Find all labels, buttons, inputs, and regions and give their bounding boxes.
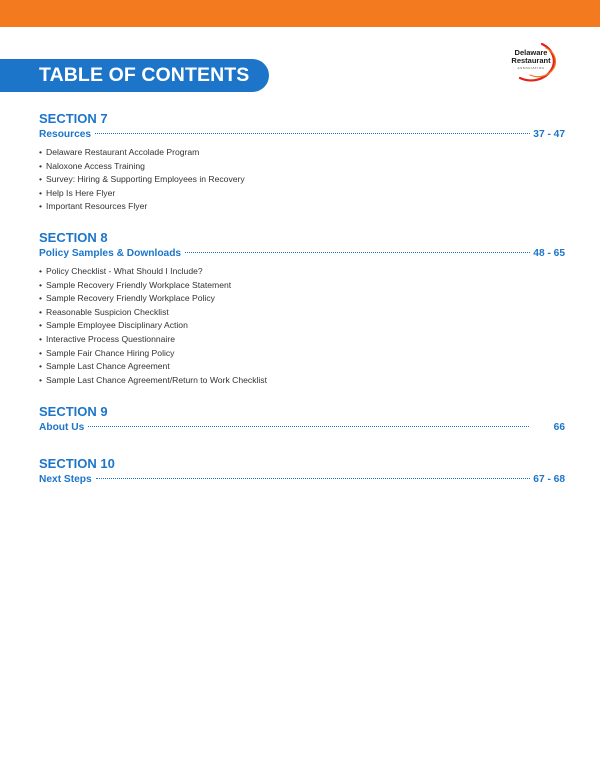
list-item: • Reasonable Suspicion Checklist (39, 306, 565, 320)
list-item: • Delaware Restaurant Accolade Program (39, 146, 565, 160)
section-title: SECTION 7 (39, 111, 108, 126)
list-item: • Sample Employee Disciplinary Action (39, 319, 565, 333)
list-item: • Help Is Here Flyer (39, 187, 565, 201)
toc-entry-pages: 66 (553, 422, 565, 433)
toc-subitem-list (39, 146, 565, 214)
section-title: SECTION 8 (39, 230, 108, 245)
logo-text-line2: Restaurant (511, 56, 551, 65)
list-item: • Naloxone Access Training (39, 160, 565, 174)
logo-text-line1: Delaware (514, 48, 548, 57)
list-item: • Interactive Process Questionnaire (39, 333, 565, 347)
list-item: • Important Resources Flyer (39, 200, 565, 214)
toc-entry-pages: 48 - 65 (533, 248, 565, 259)
toc-entry-pages: 67 - 68 (533, 474, 565, 485)
toc-entry-name: Policy Samples & Downloads (39, 248, 182, 259)
toc-section-10 (39, 456, 565, 487)
toc-banner (0, 59, 269, 92)
page-title: TABLE OF CONTENTS (39, 64, 250, 86)
toc-entry-name: About Us (39, 422, 85, 433)
logo-text-line3: ASSOCIATION (517, 66, 545, 70)
section-title: SECTION 10 (39, 456, 115, 471)
toc-entry-resources[interactable] (39, 128, 565, 142)
list-item: • Sample Fair Chance Hiring Policy (39, 347, 565, 361)
toc-entry-policy-samples[interactable] (39, 247, 565, 261)
toc-entry-name: Next Steps (39, 474, 92, 485)
list-item: • Policy Checklist - What Should I Include? (39, 265, 565, 279)
list-item: • Sample Recovery Friendly Workplace Policy (39, 292, 565, 306)
dot-leader (96, 478, 531, 479)
top-accent-bar (0, 0, 600, 27)
dot-leader (95, 133, 530, 134)
toc-subitem-list (39, 265, 565, 387)
toc-section-8 (39, 230, 565, 387)
toc-section-7 (39, 111, 565, 214)
toc-entry-next-steps[interactable] (39, 473, 565, 487)
toc-section-9 (39, 404, 565, 435)
list-item: • Sample Recovery Friendly Workplace Statement (39, 279, 565, 293)
toc-entry-pages: 37 - 47 (533, 129, 565, 140)
dot-leader (88, 426, 528, 427)
delaware-restaurant-association-logo (500, 40, 570, 82)
toc-entry-about-us[interactable] (39, 421, 565, 435)
list-item: • Survey: Hiring & Supporting Employees in Recovery (39, 173, 565, 187)
list-item: • Sample Last Chance Agreement/Return to Work Checklist (39, 374, 565, 388)
list-item: • Sample Last Chance Agreement (39, 360, 565, 374)
dot-leader (185, 252, 530, 253)
toc-entry-name: Resources (39, 129, 92, 140)
section-title: SECTION 9 (39, 404, 108, 419)
